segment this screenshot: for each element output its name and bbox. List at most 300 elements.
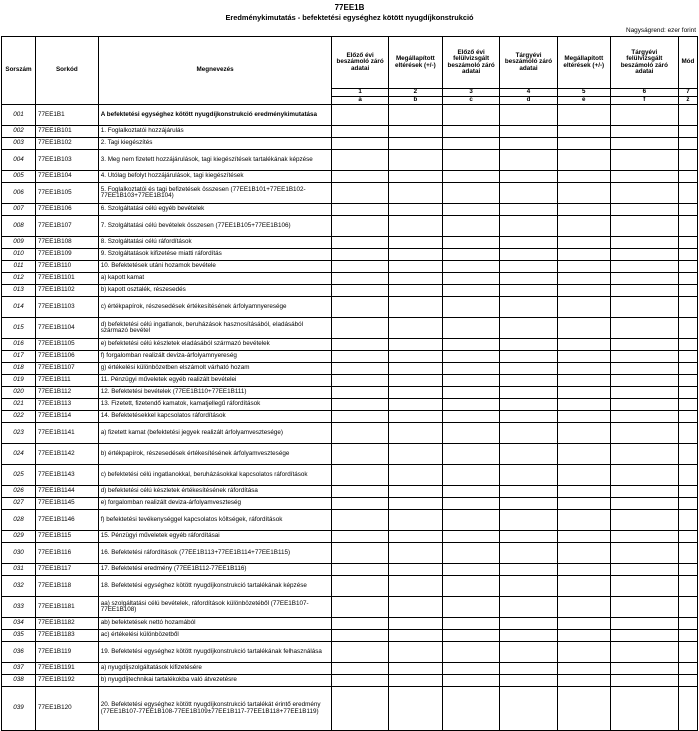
value-cell[interactable] [442, 273, 499, 285]
value-cell[interactable] [332, 531, 388, 543]
value-cell[interactable] [388, 630, 442, 642]
value-cell[interactable] [442, 138, 499, 150]
value-cell[interactable] [557, 183, 610, 204]
row-sorkod: 77EE1B113 [36, 399, 99, 411]
value-cell[interactable] [500, 630, 557, 642]
value-cell[interactable] [388, 204, 442, 216]
value-cell[interactable] [442, 126, 499, 138]
value-cell[interactable] [678, 498, 697, 510]
value-cell[interactable] [388, 576, 442, 597]
value-cell[interactable] [557, 351, 610, 363]
row-sorkod: 77EE1B1182 [36, 618, 99, 630]
value-cell[interactable] [332, 687, 388, 731]
value-cell[interactable] [678, 339, 697, 351]
value-cell[interactable] [500, 339, 557, 351]
value-cell[interactable] [388, 531, 442, 543]
value-cell[interactable] [557, 444, 610, 465]
value-cell[interactable] [388, 171, 442, 183]
value-cell[interactable] [500, 375, 557, 387]
value-cell[interactable] [610, 564, 678, 576]
value-cell[interactable] [610, 339, 678, 351]
value-cell[interactable] [557, 564, 610, 576]
value-cell[interactable] [442, 105, 499, 126]
row-sorkod: 77EE1B1143 [36, 465, 99, 486]
row-megnevezes: e) befektetési célú készletek eladásából származó bevételek [98, 339, 332, 351]
value-cell[interactable] [500, 318, 557, 339]
value-cell[interactable] [500, 543, 557, 564]
value-cell[interactable] [442, 486, 499, 498]
value-cell[interactable] [332, 183, 388, 204]
value-cell[interactable] [678, 564, 697, 576]
value-cell[interactable] [442, 297, 499, 318]
value-cell[interactable] [557, 273, 610, 285]
value-cell[interactable] [678, 138, 697, 150]
value-cell[interactable] [388, 249, 442, 261]
value-cell[interactable] [332, 486, 388, 498]
value-cell[interactable] [610, 543, 678, 564]
value-cell[interactable] [610, 183, 678, 204]
value-cell[interactable] [388, 444, 442, 465]
value-cell[interactable] [332, 510, 388, 531]
value-cell[interactable] [442, 675, 499, 687]
value-cell[interactable] [388, 399, 442, 411]
value-cell[interactable] [332, 126, 388, 138]
value-cell[interactable] [388, 687, 442, 731]
value-cell[interactable] [388, 138, 442, 150]
value-cell[interactable] [442, 171, 499, 183]
value-cell[interactable] [332, 387, 388, 399]
value-cell[interactable] [678, 531, 697, 543]
value-cell[interactable] [500, 687, 557, 731]
value-cell[interactable] [610, 675, 678, 687]
value-cell[interactable] [610, 297, 678, 318]
value-cell[interactable] [610, 423, 678, 444]
value-cell[interactable] [678, 675, 697, 687]
value-cell[interactable] [557, 297, 610, 318]
value-cell[interactable] [678, 630, 697, 642]
value-cell[interactable] [557, 576, 610, 597]
value-cell[interactable] [500, 564, 557, 576]
value-cell[interactable] [500, 171, 557, 183]
value-cell[interactable] [610, 597, 678, 618]
value-cell[interactable] [500, 642, 557, 663]
value-cell[interactable] [442, 618, 499, 630]
value-cell[interactable] [500, 663, 557, 675]
value-cell[interactable] [610, 510, 678, 531]
value-cell[interactable] [442, 216, 499, 237]
value-cell[interactable] [557, 138, 610, 150]
value-cell[interactable] [442, 576, 499, 597]
value-cell[interactable] [500, 423, 557, 444]
value-cell[interactable] [388, 375, 442, 387]
value-cell[interactable] [678, 216, 697, 237]
value-cell[interactable] [442, 318, 499, 339]
value-cell[interactable] [678, 399, 697, 411]
value-cell[interactable] [388, 273, 442, 285]
table-row [2, 261, 698, 273]
value-cell[interactable] [500, 249, 557, 261]
row-megnevezes: c) értékpapírok, részesedések értékesítésének árfolyamnyeresége [98, 297, 332, 318]
value-cell[interactable] [332, 444, 388, 465]
value-cell[interactable] [332, 399, 388, 411]
value-cell[interactable] [610, 411, 678, 423]
value-cell[interactable] [442, 339, 499, 351]
value-cell[interactable] [442, 630, 499, 642]
value-cell[interactable] [678, 204, 697, 216]
value-cell[interactable] [678, 597, 697, 618]
value-cell[interactable] [388, 387, 442, 399]
value-cell[interactable] [500, 216, 557, 237]
value-cell[interactable] [388, 318, 442, 339]
value-cell[interactable] [500, 465, 557, 486]
value-cell[interactable] [610, 249, 678, 261]
value-cell[interactable] [610, 204, 678, 216]
value-cell[interactable] [332, 618, 388, 630]
value-cell[interactable] [500, 126, 557, 138]
value-cell[interactable] [388, 297, 442, 318]
value-cell[interactable] [610, 444, 678, 465]
value-cell[interactable] [388, 465, 442, 486]
value-cell[interactable] [500, 285, 557, 297]
value-cell[interactable] [610, 126, 678, 138]
value-cell[interactable] [388, 261, 442, 273]
value-cell[interactable] [557, 642, 610, 663]
value-cell[interactable] [610, 465, 678, 486]
value-cell[interactable] [332, 576, 388, 597]
value-cell[interactable] [678, 273, 697, 285]
value-cell[interactable] [442, 465, 499, 486]
value-cell[interactable] [500, 261, 557, 273]
row-sorszam: 011 [2, 261, 36, 273]
value-cell[interactable] [557, 423, 610, 444]
value-cell[interactable] [442, 444, 499, 465]
value-cell[interactable] [610, 150, 678, 171]
value-cell[interactable] [500, 675, 557, 687]
value-cell[interactable] [678, 150, 697, 171]
value-cell[interactable] [332, 630, 388, 642]
value-cell[interactable] [610, 318, 678, 339]
value-cell[interactable] [442, 351, 499, 363]
value-cell[interactable] [442, 543, 499, 564]
table-row [2, 183, 698, 204]
value-cell[interactable] [557, 510, 610, 531]
value-cell[interactable] [442, 237, 499, 249]
value-cell[interactable] [557, 465, 610, 486]
value-cell[interactable] [678, 171, 697, 183]
value-cell[interactable] [332, 171, 388, 183]
value-cell[interactable] [610, 642, 678, 663]
value-cell[interactable] [500, 399, 557, 411]
value-cell[interactable] [678, 576, 697, 597]
value-cell[interactable] [500, 486, 557, 498]
value-cell[interactable] [442, 387, 499, 399]
value-cell[interactable] [557, 237, 610, 249]
value-cell[interactable] [678, 351, 697, 363]
value-cell[interactable] [332, 339, 388, 351]
value-cell[interactable] [500, 387, 557, 399]
value-cell[interactable] [610, 498, 678, 510]
value-cell[interactable] [332, 597, 388, 618]
value-cell[interactable] [610, 576, 678, 597]
value-cell[interactable] [332, 543, 388, 564]
value-cell[interactable] [388, 543, 442, 564]
value-cell[interactable] [442, 663, 499, 675]
value-cell[interactable] [388, 663, 442, 675]
value-cell[interactable] [442, 183, 499, 204]
row-sorszam: 032 [2, 576, 36, 597]
value-cell[interactable] [678, 249, 697, 261]
value-cell[interactable] [678, 510, 697, 531]
value-cell[interactable] [610, 273, 678, 285]
value-cell[interactable] [500, 150, 557, 171]
value-cell[interactable] [442, 204, 499, 216]
value-cell[interactable] [557, 249, 610, 261]
value-cell[interactable] [388, 150, 442, 171]
value-cell[interactable] [500, 138, 557, 150]
value-cell[interactable] [557, 363, 610, 375]
value-cell[interactable] [442, 564, 499, 576]
value-cell[interactable] [442, 498, 499, 510]
value-cell[interactable] [678, 126, 697, 138]
value-cell[interactable] [332, 273, 388, 285]
value-cell[interactable] [678, 486, 697, 498]
value-cell[interactable] [610, 531, 678, 543]
value-cell[interactable] [500, 444, 557, 465]
value-cell[interactable] [557, 375, 610, 387]
value-cell[interactable] [500, 411, 557, 423]
value-cell[interactable] [388, 675, 442, 687]
value-cell[interactable] [332, 285, 388, 297]
value-cell[interactable] [557, 630, 610, 642]
value-cell[interactable] [442, 363, 499, 375]
value-cell[interactable] [610, 687, 678, 731]
value-cell[interactable] [557, 339, 610, 351]
row-megnevezes: 7. Szolgáltatási célú bevételek összesen (77EE1B105+77EE1B106) [98, 216, 332, 237]
value-cell[interactable] [557, 105, 610, 126]
value-cell[interactable] [557, 318, 610, 339]
row-sorszam: 036 [2, 642, 36, 663]
value-cell[interactable] [557, 663, 610, 675]
row-sorszam: 019 [2, 375, 36, 387]
value-cell[interactable] [442, 375, 499, 387]
value-cell[interactable] [442, 399, 499, 411]
value-cell[interactable] [442, 150, 499, 171]
value-cell[interactable] [557, 261, 610, 273]
value-cell[interactable] [610, 363, 678, 375]
value-cell[interactable] [388, 564, 442, 576]
row-sorkod: 77EE1B110 [36, 261, 99, 273]
value-cell[interactable] [332, 465, 388, 486]
value-cell[interactable] [332, 675, 388, 687]
value-cell[interactable] [442, 531, 499, 543]
value-cell[interactable] [610, 351, 678, 363]
value-cell[interactable] [500, 576, 557, 597]
value-cell[interactable] [678, 183, 697, 204]
value-cell[interactable] [388, 216, 442, 237]
row-sorkod: 77EE1B1181 [36, 597, 99, 618]
value-cell[interactable] [557, 597, 610, 618]
value-cell[interactable] [557, 216, 610, 237]
value-cell[interactable] [332, 375, 388, 387]
value-cell[interactable] [678, 444, 697, 465]
value-cell[interactable] [332, 297, 388, 318]
table-row [2, 105, 698, 126]
value-cell[interactable] [332, 138, 388, 150]
value-cell[interactable] [442, 411, 499, 423]
value-cell[interactable] [500, 273, 557, 285]
value-cell[interactable] [557, 285, 610, 297]
value-cell[interactable] [388, 642, 442, 663]
value-cell[interactable] [610, 285, 678, 297]
value-cell[interactable] [332, 237, 388, 249]
value-cell[interactable] [557, 171, 610, 183]
form-code: 77EE1B [334, 3, 365, 12]
value-cell[interactable] [610, 375, 678, 387]
value-cell[interactable] [388, 339, 442, 351]
value-cell[interactable] [332, 150, 388, 171]
value-cell[interactable] [610, 261, 678, 273]
table-row [2, 423, 698, 444]
value-cell[interactable] [500, 237, 557, 249]
value-cell[interactable] [678, 411, 697, 423]
value-cell[interactable] [500, 297, 557, 318]
row-megnevezes: ab) befektetések nettó hozamából [98, 618, 332, 630]
row-megnevezes: 1. Foglalkoztatói hozzájárulás [98, 126, 332, 138]
value-cell[interactable] [500, 351, 557, 363]
value-cell[interactable] [557, 126, 610, 138]
value-cell[interactable] [500, 510, 557, 531]
value-cell[interactable] [332, 363, 388, 375]
value-cell[interactable] [610, 663, 678, 675]
row-megnevezes: 5. Foglalkoztatói és tagi befizetések összesen (77EE1B101+77EE1B102-77EE1B103+77EE1B104) [98, 183, 332, 204]
value-cell[interactable] [500, 183, 557, 204]
value-cell[interactable] [332, 318, 388, 339]
value-cell[interactable] [557, 618, 610, 630]
value-cell[interactable] [678, 687, 697, 731]
value-cell[interactable] [388, 486, 442, 498]
value-cell[interactable] [332, 261, 388, 273]
value-cell[interactable] [332, 351, 388, 363]
col-letter-2: b [388, 97, 442, 105]
value-cell[interactable] [500, 105, 557, 126]
value-cell[interactable] [557, 387, 610, 399]
value-cell[interactable] [500, 618, 557, 630]
value-cell[interactable] [442, 249, 499, 261]
value-cell[interactable] [610, 486, 678, 498]
value-cell[interactable] [678, 285, 697, 297]
value-cell[interactable] [557, 399, 610, 411]
header-col-2: Megállapított eltérések (+/-) [388, 37, 442, 89]
value-cell[interactable] [332, 498, 388, 510]
value-cell[interactable] [557, 411, 610, 423]
value-cell[interactable] [678, 105, 697, 126]
value-cell[interactable] [388, 498, 442, 510]
value-cell[interactable] [678, 387, 697, 399]
value-cell[interactable] [442, 642, 499, 663]
value-cell[interactable] [332, 663, 388, 675]
value-cell[interactable] [388, 423, 442, 444]
value-cell[interactable] [610, 618, 678, 630]
value-cell[interactable] [388, 351, 442, 363]
value-cell[interactable] [678, 663, 697, 675]
value-cell[interactable] [388, 411, 442, 423]
row-megnevezes: b) kapott osztalék, részesedés [98, 285, 332, 297]
row-sorszam: 004 [2, 150, 36, 171]
value-cell[interactable] [332, 204, 388, 216]
value-cell[interactable] [678, 375, 697, 387]
value-cell[interactable] [678, 618, 697, 630]
value-cell[interactable] [610, 105, 678, 126]
value-cell[interactable] [610, 387, 678, 399]
value-cell[interactable] [500, 531, 557, 543]
value-cell[interactable] [332, 105, 388, 126]
value-cell[interactable] [610, 216, 678, 237]
value-cell[interactable] [442, 423, 499, 444]
value-cell[interactable] [442, 510, 499, 531]
value-cell[interactable] [557, 150, 610, 171]
value-cell[interactable] [332, 564, 388, 576]
value-cell[interactable] [678, 543, 697, 564]
value-cell[interactable] [388, 363, 442, 375]
value-cell[interactable] [500, 498, 557, 510]
value-cell[interactable] [388, 183, 442, 204]
table-row [2, 285, 698, 297]
value-cell[interactable] [678, 297, 697, 318]
value-cell[interactable] [678, 363, 697, 375]
value-cell[interactable] [388, 126, 442, 138]
value-cell[interactable] [557, 531, 610, 543]
value-cell[interactable] [610, 399, 678, 411]
value-cell[interactable] [332, 642, 388, 663]
value-cell[interactable] [557, 204, 610, 216]
value-cell[interactable] [442, 285, 499, 297]
value-cell[interactable] [610, 630, 678, 642]
value-cell[interactable] [388, 510, 442, 531]
value-cell[interactable] [557, 498, 610, 510]
value-cell[interactable] [388, 237, 442, 249]
value-cell[interactable] [332, 216, 388, 237]
value-cell[interactable] [678, 423, 697, 444]
value-cell[interactable] [332, 249, 388, 261]
value-cell[interactable] [678, 237, 697, 249]
value-cell[interactable] [678, 261, 697, 273]
value-cell[interactable] [557, 675, 610, 687]
value-cell[interactable] [557, 687, 610, 731]
value-cell[interactable] [388, 285, 442, 297]
row-megnevezes: 4. Utólag befolyt hozzájárulások, tagi kiegészítések [98, 171, 332, 183]
value-cell[interactable] [442, 261, 499, 273]
value-cell[interactable] [678, 318, 697, 339]
value-cell[interactable] [388, 618, 442, 630]
value-cell[interactable] [388, 597, 442, 618]
value-cell[interactable] [610, 237, 678, 249]
value-cell[interactable] [442, 687, 499, 731]
value-cell[interactable] [332, 411, 388, 423]
value-cell[interactable] [388, 105, 442, 126]
value-cell[interactable] [610, 138, 678, 150]
value-cell[interactable] [500, 204, 557, 216]
value-cell[interactable] [557, 543, 610, 564]
value-cell[interactable] [442, 597, 499, 618]
value-cell[interactable] [678, 642, 697, 663]
value-cell[interactable] [332, 423, 388, 444]
value-cell[interactable] [610, 171, 678, 183]
value-cell[interactable] [557, 486, 610, 498]
row-megnevezes: ac) értékelési különbözetből [98, 630, 332, 642]
value-cell[interactable] [500, 363, 557, 375]
value-cell[interactable] [678, 465, 697, 486]
value-cell[interactable] [500, 597, 557, 618]
